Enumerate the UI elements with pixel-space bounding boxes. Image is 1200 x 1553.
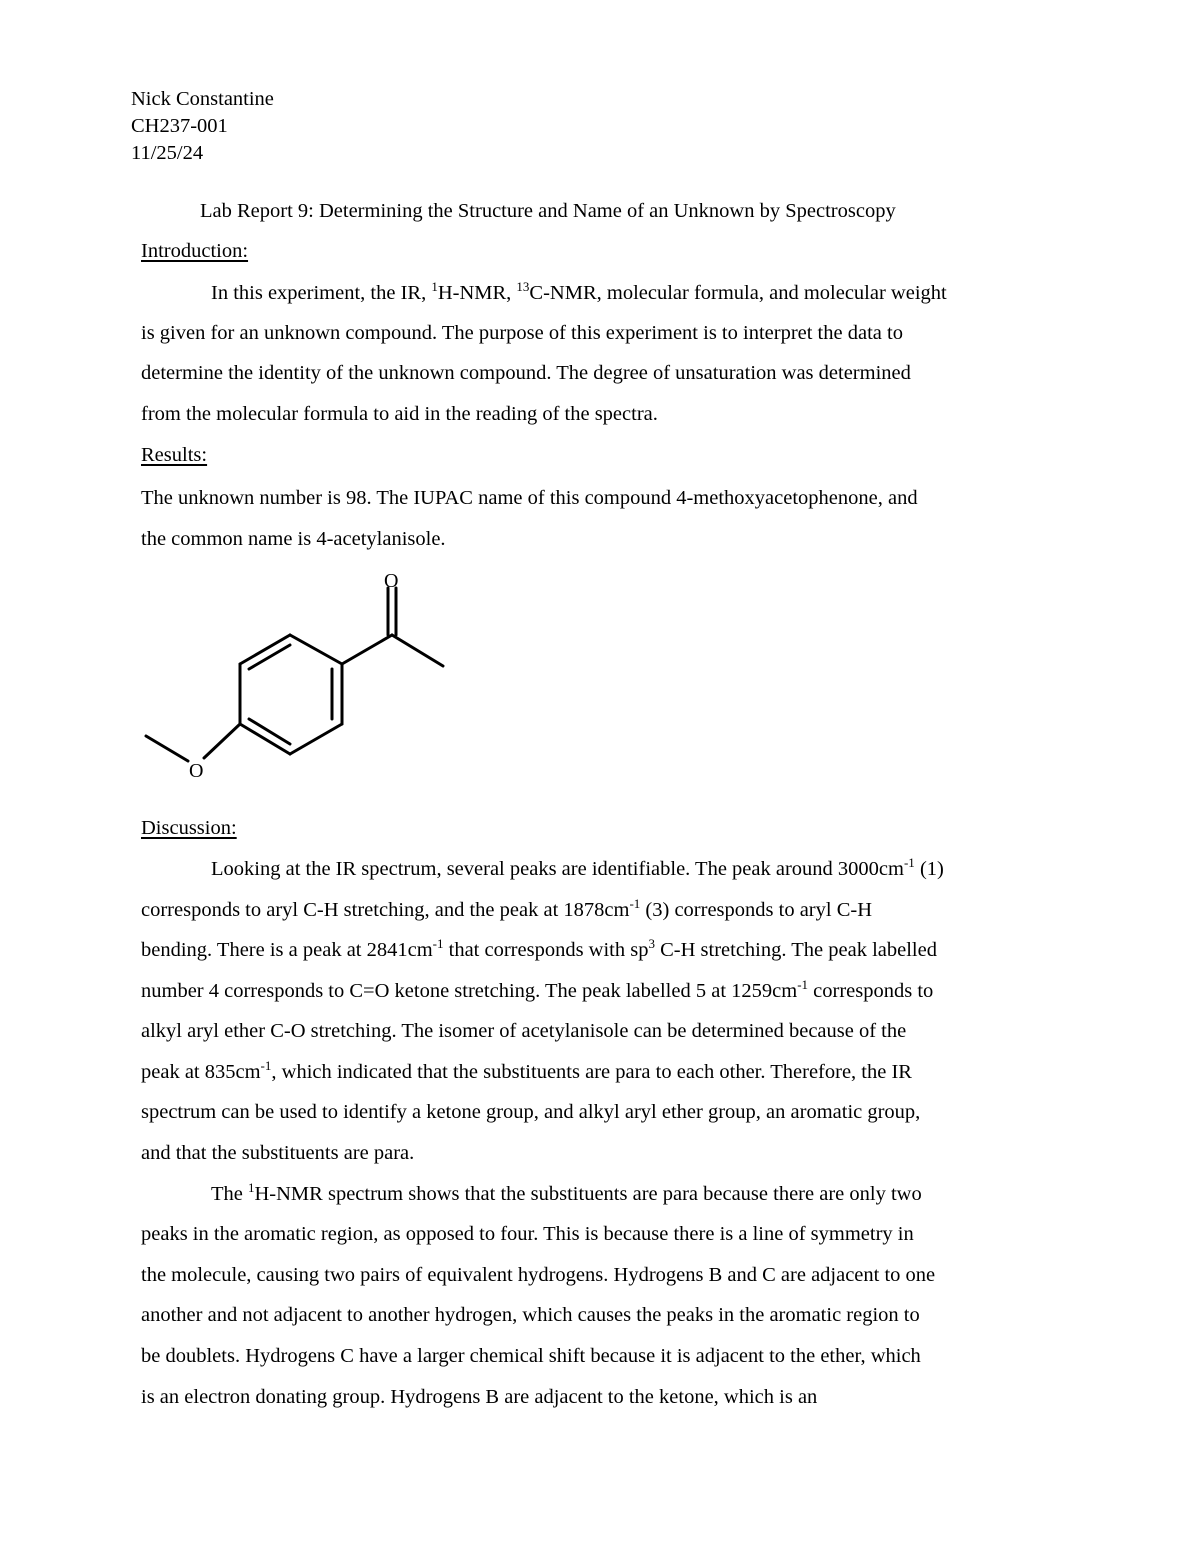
ether-bond: [204, 724, 240, 758]
discussion-p1-line-8: and that the substituents are para.: [141, 1142, 415, 1164]
discussion-p1-line-4: number 4 corresponds to C=O ketone stretching. The peak labelled 5 at $1259cm^{-1}$ corresponds to: [141, 977, 934, 1002]
discussion-p1-line-2: corresponds to aryl C-H stretching, and the peak at $1878cm^{-1}$ (3) corresponds to aryl C-H: [141, 896, 873, 921]
report-title: Lab Report 9: Determining the Structure and Name of an Unknown by Spectroscopy: [200, 200, 896, 222]
report-date: 11/25/24: [131, 142, 204, 164]
discussion-p1-line-6: peak at $835cm^{-1}$, which indicated that the substituents are para to each other. Therefore, the IR: [141, 1058, 912, 1083]
discussion-p2-line-2: peaks in the aromatic region, as opposed to four. This is because there is a line of symmetry in: [141, 1223, 914, 1245]
results-line-2: the common name is 4-acetylanisole.: [141, 528, 446, 550]
discussion-p2-line-3: the molecule, causing two pairs of equivalent hydrogens. Hydrogens B and C are adjacent to one: [141, 1264, 936, 1286]
results-heading: Results:: [141, 444, 208, 466]
discussion-p1-line-1: Looking at the IR spectrum, several peaks are identifiable. The peak around $3000cm^{-1}$ (1): [211, 855, 944, 880]
discussion-p2-line-4: another and not adjacent to another hydrogen, which causes the peaks in the aromatic region to: [141, 1304, 920, 1326]
discussion-p2-line-6: is an electron donating group. Hydrogens B are adjacent to the ketone, which is an: [141, 1386, 818, 1408]
intro-line-3: determine the identity of the unknown compound. The degree of unsaturation was determined: [141, 362, 911, 384]
methyl-ether-bond: [146, 736, 188, 761]
discussion-heading: Discussion:: [141, 817, 237, 839]
ring-bond: [290, 635, 342, 664]
discussion-p1-line-5: alkyl aryl ether C-O stretching. The isomer of acetylanisole can be determined because of the: [141, 1020, 907, 1042]
discussion-p2-line-5: be doublets. Hydrogens C have a larger chemical shift because it is adjacent to the ether, which: [141, 1345, 921, 1367]
intro-line-4: from the molecular formula to aid in the reading of the spectra.: [141, 403, 658, 425]
intro-line-1: In this experiment, the IR, $^1$H-NMR, $^{13}$C-NMR, molecular formula, and molecular weight: [211, 279, 947, 304]
ether-oxygen-label: O: [189, 760, 204, 782]
course-code: CH237-001: [131, 115, 228, 137]
intro-line-2: is given for an unknown compound. The purpose of this experiment is to interpret the data to: [141, 322, 903, 344]
author-name: Nick Constantine: [131, 88, 274, 110]
chemical-structure-diagram: [130, 560, 460, 790]
carbonyl-oxygen-label: O: [384, 570, 399, 592]
acyl-bond: [342, 635, 392, 664]
discussion-p1-line-3: bending. There is a peak at $2841cm^{-1}$ that corresponds with $sp^3$ C-H stretching. The peak labelled: [141, 936, 937, 961]
methyl-bond: [392, 635, 443, 666]
results-line-1: The unknown number is 98. The IUPAC name of this compound 4-methoxyacetophenone, and: [141, 487, 918, 509]
introduction-heading: Introduction:: [141, 240, 249, 262]
discussion-p2-line-1: The $^1$H-NMR spectrum shows that the substituents are para because there are only two: [211, 1180, 922, 1205]
ring-bond: [290, 724, 342, 754]
discussion-p1-line-7: spectrum can be used to identify a ketone group, and alkyl aryl ether group, an aromatic group,: [141, 1101, 921, 1123]
